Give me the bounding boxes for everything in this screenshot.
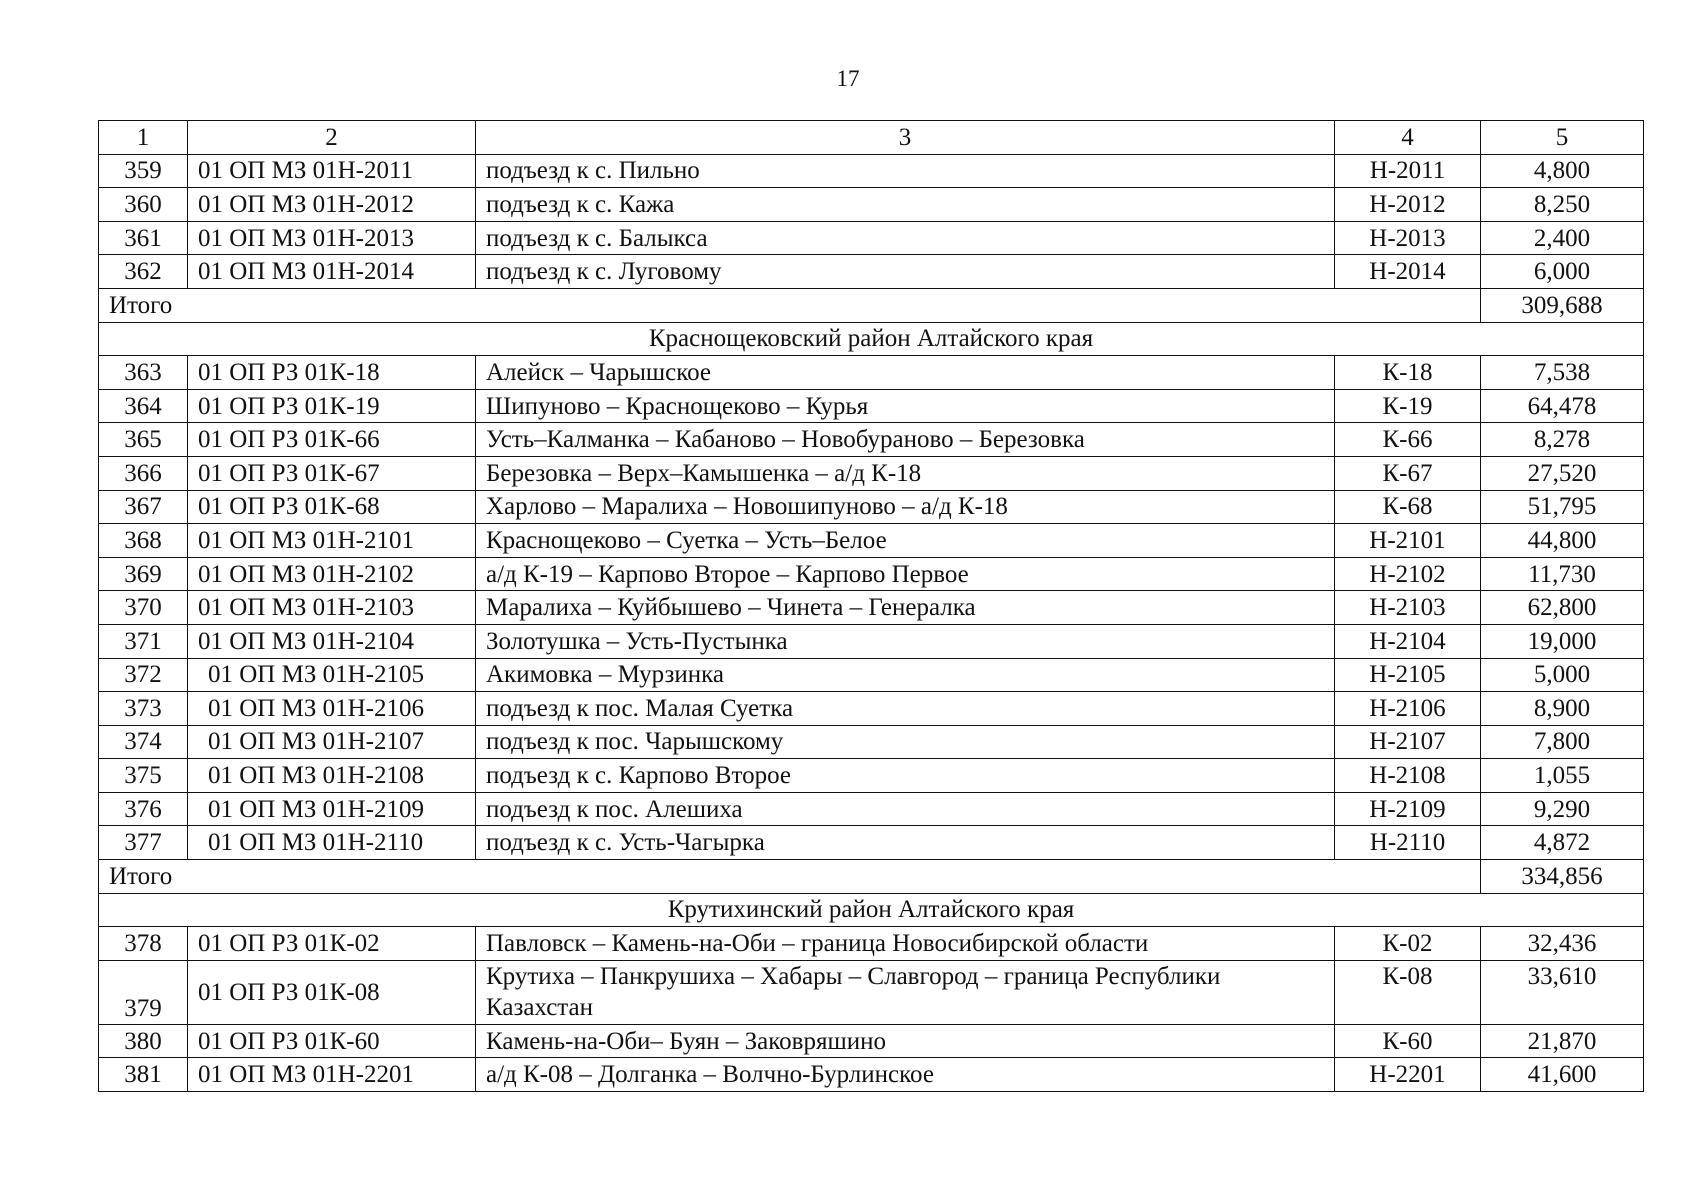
road-registry-number: Н-2108 — [1335, 759, 1481, 793]
road-id-code: 01 ОП МЗ 01Н-2201 — [188, 1058, 476, 1092]
table-row — [99, 221, 1644, 255]
row-number: 367 — [99, 490, 188, 524]
road-registry-number: К-18 — [1335, 356, 1481, 390]
road-registry-number: Н-2201 — [1335, 1058, 1481, 1092]
table-row — [99, 557, 1644, 591]
road-length: 7,800 — [1481, 725, 1644, 759]
road-id-code: 01 ОП МЗ 01Н-2013 — [188, 221, 476, 255]
header-col-5: 5 — [1481, 121, 1644, 155]
table-row — [99, 826, 1644, 860]
header-col-2: 2 — [188, 121, 476, 155]
table-row — [99, 423, 1644, 457]
table-row — [99, 389, 1644, 423]
road-length: 32,436 — [1481, 927, 1644, 961]
road-name: подъезд к пос. Алешиха — [476, 792, 1335, 826]
table-row — [99, 524, 1644, 558]
road-registry-number: К-08 — [1335, 960, 1481, 1024]
road-registry-number: Н-2013 — [1335, 221, 1481, 255]
table-row — [99, 960, 1644, 1024]
road-id-code: 01 ОП МЗ 01Н-2110 — [188, 826, 476, 860]
road-length: 4,800 — [1481, 154, 1644, 188]
row-number: 380 — [99, 1024, 188, 1058]
table-row — [99, 759, 1644, 793]
table-row — [99, 927, 1644, 961]
road-name: подъезд к пос. Малая Суетка — [476, 692, 1335, 726]
road-length: 51,795 — [1481, 490, 1644, 524]
row-number: 362 — [99, 255, 188, 289]
road-id-code: 01 ОП РЗ 01К-19 — [188, 389, 476, 423]
road-length: 6,000 — [1481, 255, 1644, 289]
row-number: 369 — [99, 557, 188, 591]
road-registry-number: Н-2110 — [1335, 826, 1481, 860]
table-row — [99, 725, 1644, 759]
region-title: Крутихинский район Алтайского края — [99, 893, 1644, 927]
road-name: Березовка – Верх–Камышенка – а/д К-18 — [476, 456, 1335, 490]
road-id-code: 01 ОП РЗ 01К-68 — [188, 490, 476, 524]
roads-table — [98, 120, 1644, 1092]
row-number: 365 — [99, 423, 188, 457]
region-row — [99, 893, 1644, 927]
road-length: 19,000 — [1481, 624, 1644, 658]
road-name: Золотушка – Усть-Пустынка — [476, 624, 1335, 658]
table-row — [99, 490, 1644, 524]
road-length: 33,610 — [1481, 960, 1644, 1024]
road-name: а/д К-19 – Карпово Второе – Карпово Первое — [476, 557, 1335, 591]
road-length: 21,870 — [1481, 1024, 1644, 1058]
table-row — [99, 255, 1644, 289]
row-number: 359 — [99, 154, 188, 188]
road-name: Крутиха – Панкрушиха – Хабары – Славгород – граница Республики Казахстан — [476, 960, 1335, 1024]
road-name: подъезд к с. Балыкса — [476, 221, 1335, 255]
row-number: 379 — [99, 960, 188, 1024]
row-number: 377 — [99, 826, 188, 860]
table-row — [99, 154, 1644, 188]
table-row — [99, 658, 1644, 692]
page-number: 17 — [836, 66, 860, 91]
table-row — [99, 624, 1644, 658]
table-row — [99, 591, 1644, 625]
road-length: 1,055 — [1481, 759, 1644, 793]
road-id-code: 01 ОП МЗ 01Н-2102 — [188, 557, 476, 591]
road-id-code: 01 ОП МЗ 01Н-2011 — [188, 154, 476, 188]
table-row — [99, 792, 1644, 826]
road-id-code: 01 ОП РЗ 01К-02 — [188, 927, 476, 961]
road-id-code: 01 ОП МЗ 01Н-2014 — [188, 255, 476, 289]
header-col-4: 4 — [1335, 121, 1481, 155]
row-number: 373 — [99, 692, 188, 726]
road-registry-number: Н-2102 — [1335, 557, 1481, 591]
table-row — [99, 456, 1644, 490]
region-row — [99, 322, 1644, 356]
road-name: Камень-на-Оби– Буян – Заковряшино — [476, 1024, 1335, 1058]
road-length: 11,730 — [1481, 557, 1644, 591]
header-col-3: 3 — [476, 121, 1335, 155]
table-row — [99, 356, 1644, 390]
road-id-code: 01 ОП РЗ 01К-67 — [188, 456, 476, 490]
roads-table-body — [99, 121, 1644, 1092]
row-number: 370 — [99, 591, 188, 625]
road-length: 7,538 — [1481, 356, 1644, 390]
header-col-1: 1 — [99, 121, 188, 155]
row-number: 375 — [99, 759, 188, 793]
road-length: 8,278 — [1481, 423, 1644, 457]
road-id-code: 01 ОП МЗ 01Н-2106 — [188, 692, 476, 726]
row-number: 378 — [99, 927, 188, 961]
road-registry-number: Н-2014 — [1335, 255, 1481, 289]
road-registry-number: К-19 — [1335, 389, 1481, 423]
road-id-code: 01 ОП МЗ 01Н-2108 — [188, 759, 476, 793]
road-id-code: 01 ОП МЗ 01Н-2101 — [188, 524, 476, 558]
road-length: 2,400 — [1481, 221, 1644, 255]
road-name: Павловск – Камень-на-Оби – граница Новосибирской области — [476, 927, 1335, 961]
road-registry-number: Н-2107 — [1335, 725, 1481, 759]
road-id-code: 01 ОП МЗ 01Н-2104 — [188, 624, 476, 658]
road-name: Усть–Калманка – Кабаново – Новобураново – Березовка — [476, 423, 1335, 457]
road-registry-number: К-68 — [1335, 490, 1481, 524]
region-title: Краснощековский район Алтайского края — [99, 322, 1644, 356]
row-number: 372 — [99, 658, 188, 692]
road-name: Алейск – Чарышское — [476, 356, 1335, 390]
table-row — [99, 188, 1644, 222]
road-registry-number: К-02 — [1335, 927, 1481, 961]
road-id-code: 01 ОП РЗ 01К-08 — [188, 960, 476, 1024]
road-name: подъезд к с. Луговому — [476, 255, 1335, 289]
road-name: подъезд к с. Усть-Чагырка — [476, 826, 1335, 860]
road-registry-number: Н-2109 — [1335, 792, 1481, 826]
row-number: 360 — [99, 188, 188, 222]
row-number: 364 — [99, 389, 188, 423]
road-length: 62,800 — [1481, 591, 1644, 625]
road-id-code: 01 ОП МЗ 01Н-2012 — [188, 188, 476, 222]
total-value: 309,688 — [1481, 288, 1644, 322]
road-name: Маралиха – Куйбышево – Чинета – Генералка — [476, 591, 1335, 625]
road-name: Харлово – Маралиха – Новошипуново – а/д К-18 — [476, 490, 1335, 524]
road-id-code: 01 ОП РЗ 01К-18 — [188, 356, 476, 390]
road-name: Краснощеково – Суетка – Усть–Белое — [476, 524, 1335, 558]
total-label: Итого — [99, 860, 1481, 894]
road-length: 44,800 — [1481, 524, 1644, 558]
table-row — [99, 1024, 1644, 1058]
road-length: 41,600 — [1481, 1058, 1644, 1092]
road-registry-number: Н-2104 — [1335, 624, 1481, 658]
road-name: подъезд к с. Пильно — [476, 154, 1335, 188]
road-length: 64,478 — [1481, 389, 1644, 423]
road-length: 4,872 — [1481, 826, 1644, 860]
road-length: 9,290 — [1481, 792, 1644, 826]
total-row — [99, 288, 1644, 322]
road-registry-number: Н-2105 — [1335, 658, 1481, 692]
road-name: подъезд к пос. Чарышскому — [476, 725, 1335, 759]
total-row — [99, 860, 1644, 894]
road-name: Акимовка – Мурзинка — [476, 658, 1335, 692]
total-label: Итого — [99, 288, 1481, 322]
road-length: 5,000 — [1481, 658, 1644, 692]
table-row — [99, 1058, 1644, 1092]
road-registry-number: Н-2103 — [1335, 591, 1481, 625]
road-registry-number: К-66 — [1335, 423, 1481, 457]
road-length: 27,520 — [1481, 456, 1644, 490]
row-number: 366 — [99, 456, 188, 490]
row-number: 368 — [99, 524, 188, 558]
road-registry-number: Н-2106 — [1335, 692, 1481, 726]
road-length: 8,900 — [1481, 692, 1644, 726]
road-name: подъезд к с. Кажа — [476, 188, 1335, 222]
road-name: подъезд к с. Карпово Второе — [476, 759, 1335, 793]
table-row — [99, 692, 1644, 726]
road-id-code: 01 ОП РЗ 01К-60 — [188, 1024, 476, 1058]
road-id-code: 01 ОП МЗ 01Н-2103 — [188, 591, 476, 625]
row-number: 371 — [99, 624, 188, 658]
road-name: а/д К-08 – Долганка – Волчно-Бурлинское — [476, 1058, 1335, 1092]
row-number: 381 — [99, 1058, 188, 1092]
road-registry-number: Н-2012 — [1335, 188, 1481, 222]
row-number: 376 — [99, 792, 188, 826]
header-row — [99, 121, 1644, 155]
road-registry-number: К-60 — [1335, 1024, 1481, 1058]
road-length: 8,250 — [1481, 188, 1644, 222]
row-number: 361 — [99, 221, 188, 255]
road-registry-number: К-67 — [1335, 456, 1481, 490]
road-registry-number: Н-2011 — [1335, 154, 1481, 188]
row-number: 374 — [99, 725, 188, 759]
road-id-code: 01 ОП МЗ 01Н-2105 — [188, 658, 476, 692]
road-id-code: 01 ОП МЗ 01Н-2107 — [188, 725, 476, 759]
total-value: 334,856 — [1481, 860, 1644, 894]
road-id-code: 01 ОП РЗ 01К-66 — [188, 423, 476, 457]
row-number: 363 — [99, 356, 188, 390]
road-name: Шипуново – Краснощеково – Курья — [476, 389, 1335, 423]
road-registry-number: Н-2101 — [1335, 524, 1481, 558]
road-id-code: 01 ОП МЗ 01Н-2109 — [188, 792, 476, 826]
